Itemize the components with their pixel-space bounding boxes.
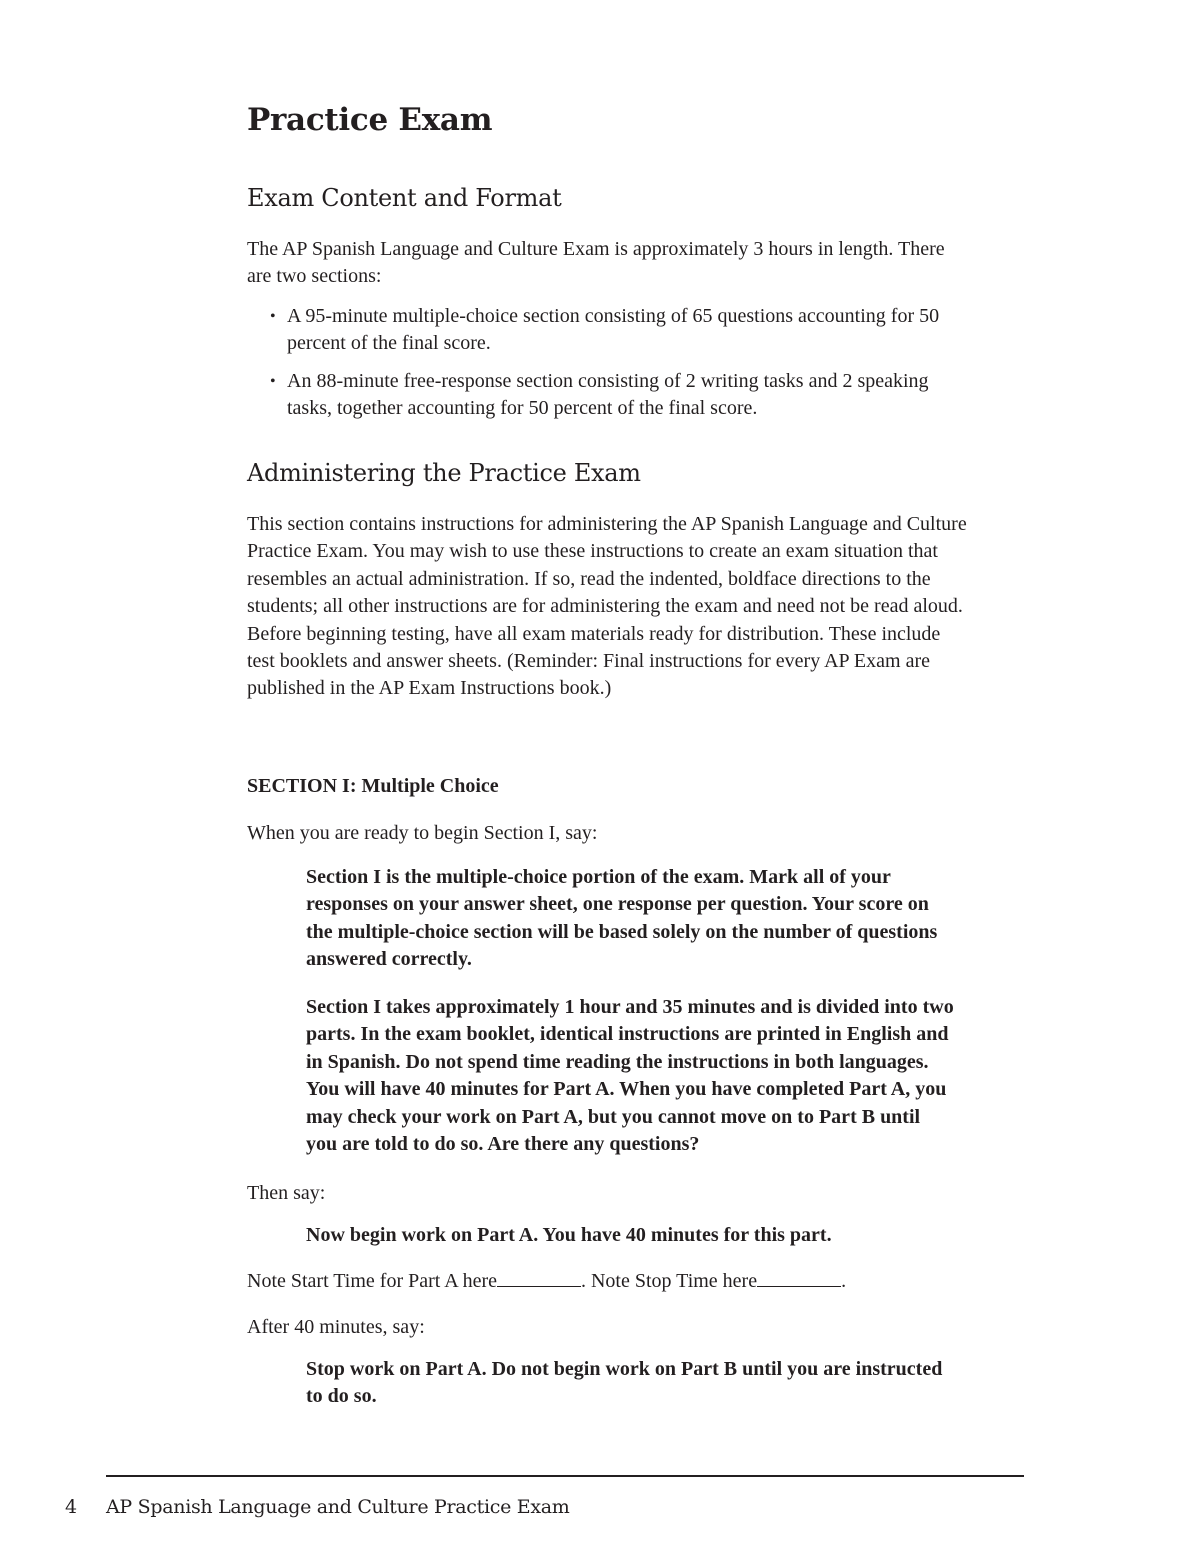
list-item-text: An 88-minute free-response section consisting of 2 writing tasks and 2 speaking tasks, together accounting for 50 percent of the final score. bbox=[287, 369, 929, 420]
list-item-text: A 95-minute multiple-choice section consisting of 65 questions accounting for 50 percent of the final score. bbox=[287, 305, 940, 355]
administering-paragraph: This section contains instructions for administering the AP Spanish Language and Culture Practice Exam. You may wish to use these instructions to create an exam situation that resembles an actual administration. If so, read the indented, boldface directions to the students; all other instructions are for administering the exam and need not be read aloud. Before beginning testing, have all exam materials ready for distribution. These include test booklets and answer sheets. (Reminder: Final instructions for every AP Exam are published in the AP Exam Instructions book.) bbox=[247, 513, 967, 700]
bullet-icon: • bbox=[270, 308, 276, 325]
say-instruction-2: Section I takes approximately 1 hour and 35 minutes and is divided into two parts. In the exam booklet, identical instructions are printed in English and in Spanish. Do not spend time reading the instructions in both languages. You will have 40 minutes for Part A. When you have completed Part A, you may check your work on Part A, but you cannot move on to Part B until you are told to do so. Are there any questions? bbox=[306, 996, 954, 1156]
stop-time-blank bbox=[757, 1268, 841, 1287]
say-instruction-1: Section I is the multiple-choice portion of the exam. Mark all of your responses on your answer sheet, one response per question. Your score on the multiple-choice section will be based solely on the number of questions answered correctly. bbox=[306, 866, 938, 971]
content-format-list bbox=[270, 303, 970, 423]
section1-heading: SECTION I: Multiple Choice bbox=[247, 775, 499, 797]
page-number: 4 bbox=[65, 1496, 78, 1518]
list-item bbox=[270, 303, 970, 358]
note-stop-label: . Note Stop Time here bbox=[580, 1270, 758, 1292]
note-end-punct: . bbox=[841, 1270, 847, 1292]
page-title: Practice Exam bbox=[247, 102, 493, 138]
footer-rule bbox=[106, 1475, 1024, 1477]
bullet-icon: • bbox=[270, 372, 276, 390]
say-instruction-4: Stop work on Part A. Do not begin work on Part B until you are instructed to do so. bbox=[306, 1358, 943, 1408]
after-40-text: After 40 minutes, say: bbox=[247, 1316, 425, 1338]
running-title: AP Spanish Language and Culture Practice Exam bbox=[106, 1496, 570, 1518]
section1-when-ready: When you are ready to begin Section I, say: bbox=[247, 822, 598, 844]
say-instruction-3: Now begin work on Part A. You have 40 minutes for this part. bbox=[306, 1224, 832, 1246]
content-format-heading: Exam Content and Format bbox=[247, 184, 562, 212]
content-format-intro: The AP Spanish Language and Culture Exam is approximately 3 hours in length. There are two sections: bbox=[247, 238, 945, 288]
list-item bbox=[270, 368, 970, 423]
then-say-text: Then say: bbox=[247, 1182, 326, 1204]
start-time-blank bbox=[497, 1268, 581, 1287]
administering-heading: Administering the Practice Exam bbox=[247, 459, 641, 487]
note-start-label: Note Start Time for Part A here bbox=[247, 1270, 497, 1292]
note-time-line bbox=[247, 1268, 967, 1295]
